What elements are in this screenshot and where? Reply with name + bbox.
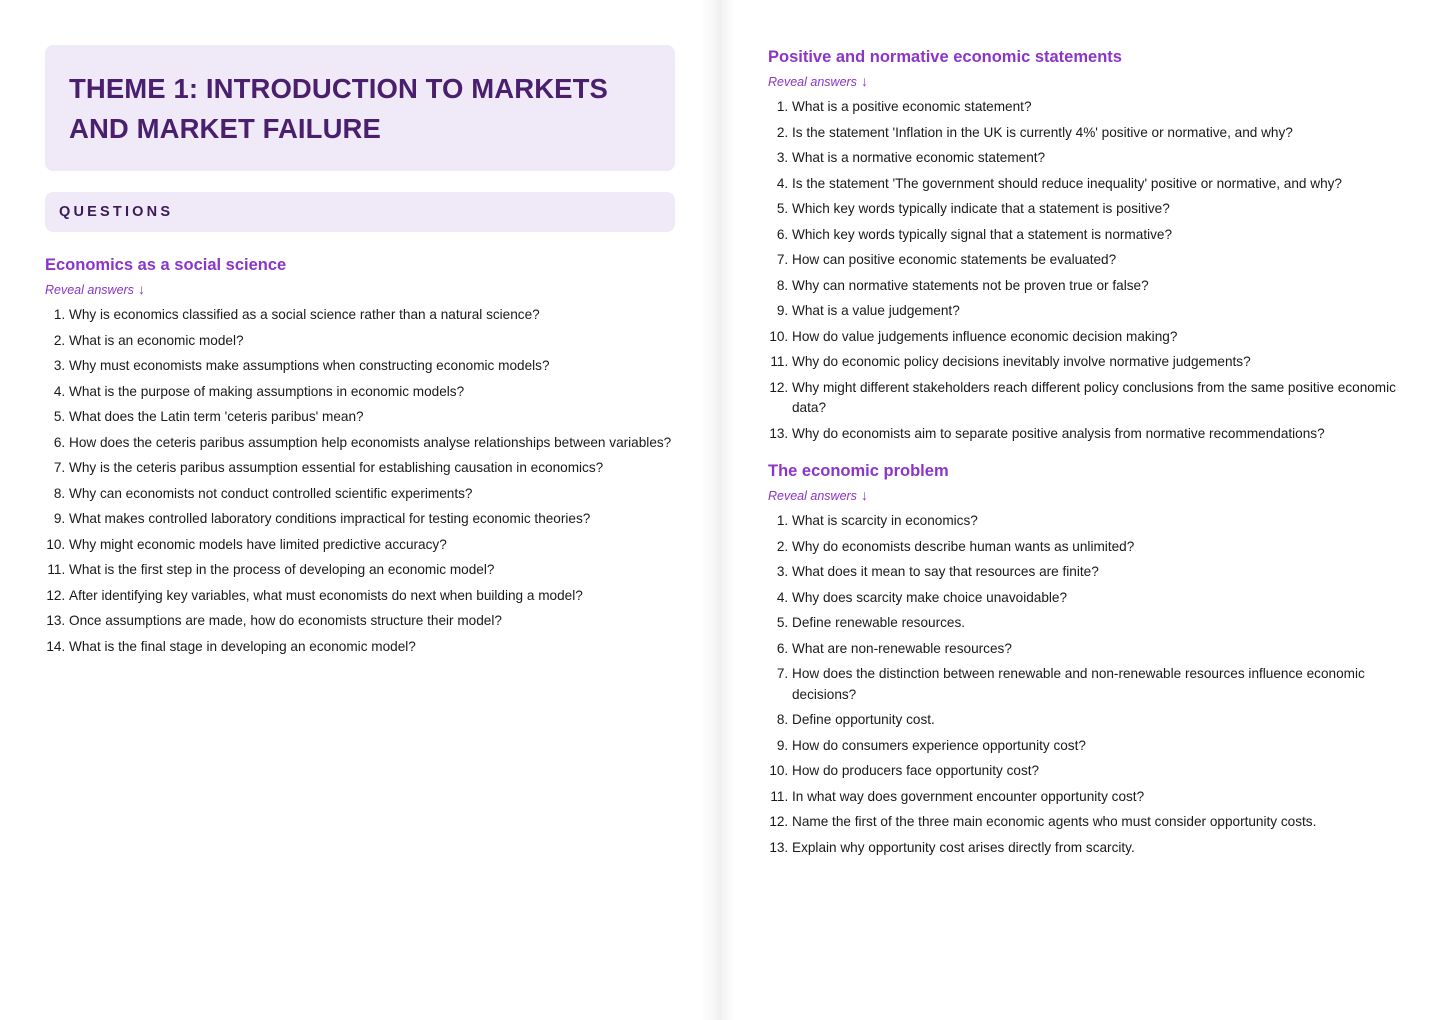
question-item: 12. Why might different stakeholders reach different policy conclusions from the same positive economic data? <box>792 378 1405 419</box>
question-item: 4. Is the statement 'The government should reduce inequality' positive or normative, and why? <box>792 174 1405 195</box>
question-item: 9. What is a value judgement? <box>792 301 1405 322</box>
section-positive-normative <box>768 46 1405 444</box>
question-list <box>768 97 1405 444</box>
question-item: 6. Which key words typically signal that a statement is normative? <box>792 225 1405 246</box>
arrow-down-icon: ↓ <box>137 281 145 297</box>
question-item: 8. Why can normative statements not be proven true or false? <box>792 276 1405 297</box>
reveal-answers-link[interactable] <box>768 486 868 505</box>
question-item: 9. How do consumers experience opportunity cost? <box>792 736 1405 757</box>
question-item: 3. What is a normative economic statement? <box>792 148 1405 169</box>
arrow-down-icon: ↓ <box>860 487 868 503</box>
question-item: 2. What is an economic model? <box>69 331 676 352</box>
question-item: 7. How does the distinction between renewable and non-renewable resources influence economic decisions? <box>792 664 1405 705</box>
question-item: 3. Why must economists make assumptions when constructing economic models? <box>69 356 676 377</box>
question-item: 11. What is the first step in the process of developing an economic model? <box>69 560 676 581</box>
question-item: 6. How does the ceteris paribus assumption help economists analyse relationships between variables? <box>69 433 676 454</box>
questions-label: QUESTIONS <box>59 204 174 220</box>
questions-header <box>45 192 675 232</box>
question-item: 6. What are non-renewable resources? <box>792 639 1405 660</box>
reveal-answers-label: Reveal answers <box>45 283 134 297</box>
section-title: Positive and normative economic statements <box>768 48 1122 66</box>
theme-header <box>45 45 675 171</box>
question-item: 10. How do value judgements influence economic decision making? <box>792 327 1405 348</box>
section-economics-social-science <box>45 254 676 657</box>
question-item: 5. What does the Latin term 'ceteris paribus' mean? <box>69 407 676 428</box>
arrow-down-icon: ↓ <box>860 73 868 89</box>
question-item: 12. After identifying key variables, what must economists do next when building a model? <box>69 586 676 607</box>
question-item: 13. Explain why opportunity cost arises directly from scarcity. <box>792 838 1405 859</box>
reveal-answers-label: Reveal answers <box>768 489 857 503</box>
question-item: 2. Is the statement 'Inflation in the UK is currently 4%' positive or normative, and why? <box>792 123 1405 144</box>
section-title: The economic problem <box>768 462 949 480</box>
question-list <box>768 511 1405 858</box>
question-item: 11. Why do economic policy decisions inevitably involve normative judgements? <box>792 352 1405 373</box>
question-item: 5. Which key words typically indicate that a statement is positive? <box>792 199 1405 220</box>
question-item: 8. Why can economists not conduct controlled scientific experiments? <box>69 484 676 505</box>
question-item: 3. What does it mean to say that resources are finite? <box>792 562 1405 583</box>
question-item: 2. Why do economists describe human wants as unlimited? <box>792 537 1405 558</box>
theme-title: THEME 1: INTRODUCTION TO MARKETS AND MARKET FAILURE <box>69 73 608 144</box>
question-list <box>45 305 676 657</box>
right-page <box>721 0 1445 1020</box>
question-item: 4. Why does scarcity make choice unavoidable? <box>792 588 1405 609</box>
reveal-answers-link[interactable] <box>768 72 868 91</box>
question-item: 11. In what way does government encounter opportunity cost? <box>792 787 1405 808</box>
section-title: Economics as a social science <box>45 256 287 274</box>
question-item: 8. Define opportunity cost. <box>792 710 1405 731</box>
question-item: 13. Why do economists aim to separate positive analysis from normative recommendations? <box>792 424 1405 445</box>
question-item: 9. What makes controlled laboratory conditions impractical for testing economic theories? <box>69 509 676 530</box>
question-item: 4. What is the purpose of making assumptions in economic models? <box>69 382 676 403</box>
section-economic-problem <box>768 460 1405 858</box>
question-item: 1. Why is economics classified as a social science rather than a natural science? <box>69 305 676 326</box>
question-item: 7. How can positive economic statements be evaluated? <box>792 250 1405 271</box>
question-item: 10. How do producers face opportunity cost? <box>792 761 1405 782</box>
left-page <box>0 0 721 1020</box>
question-item: 12. Name the first of the three main economic agents who must consider opportunity costs. <box>792 812 1405 833</box>
reveal-answers-link[interactable] <box>45 280 145 299</box>
question-item: 1. What is a positive economic statement? <box>792 97 1405 118</box>
question-item: 1. What is scarcity in economics? <box>792 511 1405 532</box>
question-item: 7. Why is the ceteris paribus assumption essential for establishing causation in economics? <box>69 458 676 479</box>
reveal-answers-label: Reveal answers <box>768 75 857 89</box>
question-item: 13. Once assumptions are made, how do economists structure their model? <box>69 611 676 632</box>
question-item: 14. What is the final stage in developing an economic model? <box>69 637 676 658</box>
question-item: 5. Define renewable resources. <box>792 613 1405 634</box>
question-item: 10. Why might economic models have limited predictive accuracy? <box>69 535 676 556</box>
